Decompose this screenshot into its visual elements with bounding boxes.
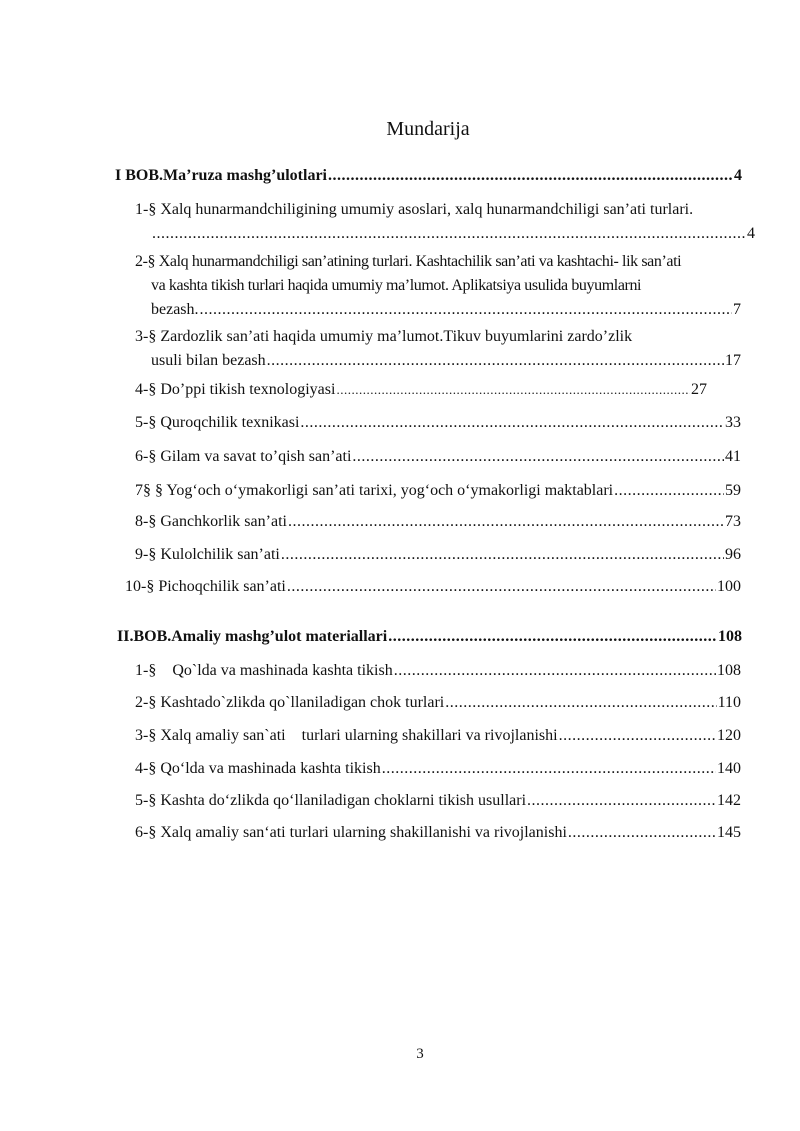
toc-item-8[interactable] xyxy=(135,510,741,534)
toc-item-ii-2-page: 110 xyxy=(717,694,741,711)
toc-item-5-page: 33 xyxy=(725,414,741,431)
toc-item-ii-6[interactable] xyxy=(135,821,741,845)
toc-item-ii-5-text: 5-§ Kashta do‘zlikda qo‘llaniladigan choklarni tikish usullari xyxy=(135,792,527,809)
toc-item-ii-5-page: 142 xyxy=(717,792,741,809)
toc-item-6-page: 41 xyxy=(725,448,741,465)
leader-dots xyxy=(267,349,724,373)
toc-item-2-line2: va kashta tikish turlari haqida umumiy ma’lumot. Aplikatsiya usulida buyumlarni xyxy=(151,277,642,294)
toc-item-7-text: 7§ § Yog‘och o‘ymakorligi san’ati tarixi, yog‘och o‘ymakorligi maktablari xyxy=(135,482,614,499)
leader-dots xyxy=(152,222,746,246)
toc-chapter-1-label: I BOB.Ma’ruza mashg’ulotlari xyxy=(115,167,327,184)
leader-dots xyxy=(281,543,724,567)
toc-chapter-2[interactable] xyxy=(117,625,742,649)
toc-item-6-text: 6-§ Gilam va savat to’qish san’ati xyxy=(135,448,352,465)
toc-item-ii-2-text: 2-§ Kashtado`zlikda qo`llaniladigan chok turlari xyxy=(135,694,445,711)
toc-item-ii-4[interactable] xyxy=(135,757,741,781)
leader-dots xyxy=(568,821,716,845)
toc-item-3[interactable] xyxy=(135,325,741,373)
toc-item-10-text: 10-§ Pichoqchilik san’ati xyxy=(125,578,286,595)
toc-item-9[interactable] xyxy=(135,543,741,567)
toc-item-4[interactable] xyxy=(135,378,707,402)
toc-item-ii-4-page: 140 xyxy=(717,760,741,777)
toc-item-ii-2[interactable] xyxy=(135,691,741,715)
leader-dots xyxy=(300,411,724,435)
toc-item-4-page: 27 xyxy=(691,381,707,398)
toc-item-ii-3-page: 120 xyxy=(717,727,741,744)
toc-item-9-text: 9-§ Kulolchilik san’ati xyxy=(135,546,280,563)
toc-title: Mundarija xyxy=(386,118,470,140)
toc-chapter-1[interactable] xyxy=(115,164,742,188)
page-number: 3 xyxy=(416,1046,424,1062)
toc-item-3-line1: 3-§ Zardozlik san’ati haqida umumiy ma’lumot.Tikuv buyumlarini zardo’zlik xyxy=(135,328,633,345)
leader-dots xyxy=(336,378,690,402)
toc-item-7[interactable] xyxy=(135,479,741,503)
toc-item-3-line2: usuli bilan bezash xyxy=(151,352,266,369)
toc-item-3-leader-line xyxy=(135,349,741,373)
leader-dots xyxy=(388,625,717,649)
toc-item-ii-1[interactable] xyxy=(135,659,741,683)
leader-dots xyxy=(288,510,724,534)
toc-item-ii-4-text: 4-§ Qo‘lda va mashinada kashta tikish xyxy=(135,760,381,777)
toc-item-5[interactable] xyxy=(135,411,741,435)
toc-item-1-page: 4 xyxy=(747,225,755,242)
toc-item-4-text: 4-§ Do’ppi tikish texnologiyasi xyxy=(135,381,336,398)
toc-item-10[interactable] xyxy=(125,575,741,599)
leader-dots xyxy=(614,479,724,503)
toc-item-8-page: 73 xyxy=(725,513,741,530)
toc-item-2-page: 7 xyxy=(733,301,741,318)
leader-dots xyxy=(287,575,716,599)
toc-item-7-page: 59 xyxy=(725,482,741,499)
toc-item-1[interactable] xyxy=(135,198,755,246)
toc-item-2-line3: bezash. xyxy=(151,301,199,318)
toc-item-ii-6-page: 145 xyxy=(717,824,741,841)
toc-chapter-2-page: 108 xyxy=(718,628,742,645)
leader-dots xyxy=(527,789,716,813)
toc-item-ii-3[interactable] xyxy=(135,724,741,748)
toc-item-2[interactable] xyxy=(135,250,741,322)
toc-item-ii-1-page: 108 xyxy=(717,662,741,679)
toc-item-10-page: 100 xyxy=(717,578,741,595)
toc-item-8-text: 8-§ Ganchkorlik san’ati xyxy=(135,513,287,530)
toc-item-ii-6-text: 6-§ Xalq amaliy san‘ati turlari ularning shakillanishi va rivojlanishi xyxy=(135,824,567,841)
toc-item-1-text: 1-§ Xalq hunarmandchiligining umumiy asoslari, xalq hunarmandchiligi san’ati turlari. xyxy=(135,201,694,218)
leader-dots xyxy=(559,724,716,748)
toc-item-ii-3-text: 3-§ Xalq amaliy san`ati turlari ularning shakillari va rivojlanishi xyxy=(135,727,558,744)
toc-chapter-1-page: 4 xyxy=(734,167,742,184)
toc-item-9-page: 96 xyxy=(725,546,741,563)
leader-dots xyxy=(328,164,733,188)
toc-item-6[interactable] xyxy=(135,445,741,469)
toc-item-3-page: 17 xyxy=(725,352,741,369)
leader-dots xyxy=(200,298,732,322)
toc-item-2-line1: 2-§ Xalq hunarmandchiligi san’atining turlari. Kashtachilik san’ati va kashtachi- lik san’ati xyxy=(135,253,682,270)
toc-item-1-leader-line xyxy=(135,222,755,246)
leader-dots xyxy=(382,757,716,781)
toc-item-2-leader-line xyxy=(135,298,741,322)
leader-dots xyxy=(445,691,716,715)
leader-dots xyxy=(394,659,716,683)
toc-item-5-text: 5-§ Quroqchilik texnikasi xyxy=(135,414,300,431)
toc-item-ii-1-text: 1-§ Qo`lda va mashinada kashta tikish xyxy=(135,662,393,679)
toc-item-ii-5[interactable] xyxy=(135,789,741,813)
toc-chapter-2-label: II.BOB.Amaliy mashg’ulot materiallari xyxy=(117,628,388,645)
leader-dots xyxy=(352,445,724,469)
